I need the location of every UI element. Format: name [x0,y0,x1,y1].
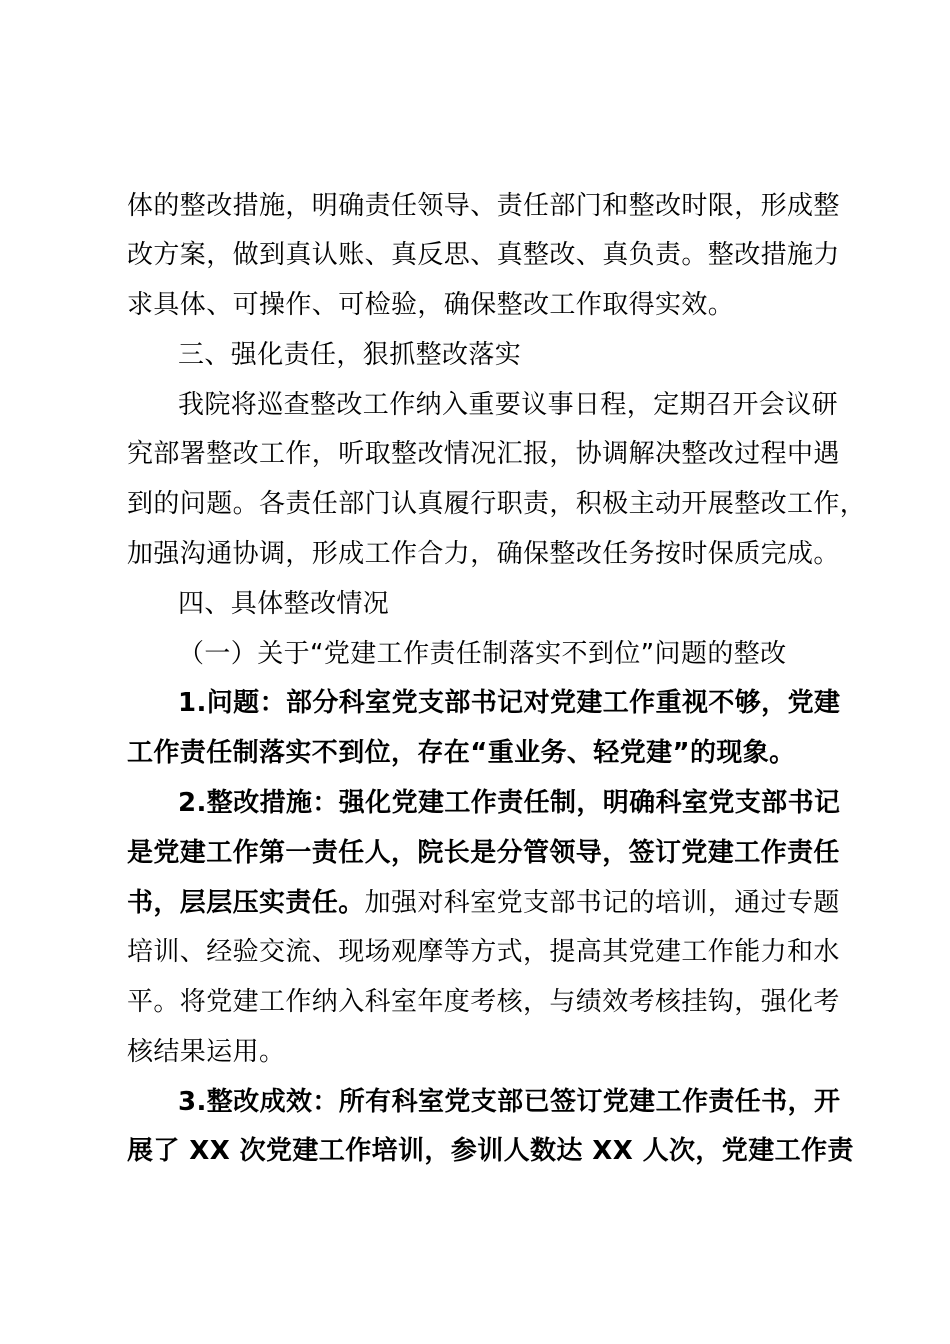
measures-line: 是党建工作第一责任人，院长是分管领导，签订党建工作责任 [127,838,840,868]
results-line: 3.整改成效：所有科室党支部已签订党建工作责任书，开 [178,1087,841,1117]
subsection-heading: （一）关于“党建工作责任制落实不到位”问题的整改 [178,639,787,669]
paragraph-line: 求具体、可操作、可检验，确保整改工作取得实效。 [127,290,735,320]
paragraph-line: 体的整改措施，明确责任领导、责任部门和整改时限，形成整 [127,191,840,221]
problem-line: 工作责任制落实不到位，存在“重业务、轻党建”的现象。 [127,738,796,768]
results-line: 展了 XX 次党建工作培训，参训人数达 XX 人次，党建工作责 [127,1136,854,1166]
measures-line: 2.整改措施：强化党建工作责任制，明确科室党支部书记 [178,788,841,818]
measures-normal-segment: 加强对科室党支部书记的培训，通过专题 [364,888,840,918]
paragraph-line: 加强沟通协调，形成工作合力，确保整改任务按时保质完成。 [127,539,840,569]
section-heading: 三、强化责任，狠抓整改落实 [178,340,522,370]
paragraph-line: 我院将巡查整改工作纳入重要议事日程，定期召开会议研 [178,390,839,420]
section-heading: 四、具体整改情况 [178,589,390,619]
paragraph-line: 到的问题。各责任部门认真履行职责，积极主动开展整改工作， [127,489,867,519]
measures-line-mixed [127,886,840,920]
paragraph-line: 平。将党建工作纳入科室年度考核，与绩效考核挂钩，强化考 [127,987,840,1017]
paragraph-line: 核结果运用。 [127,1037,286,1067]
problem-line: 1.问题：部分科室党支部书记对党建工作重视不够，党建 [178,688,841,718]
measures-bold-segment: 书，层层压实责任。 [127,888,365,918]
paragraph-line: 究部署整改工作，听取整改情况汇报，协调解决整改过程中遇 [127,439,840,469]
paragraph-line: 改方案，做到真认账、真反思、真整改、真负责。整改措施力 [127,240,840,270]
paragraph-line: 培训、经验交流、现场观摩等方式，提高其党建工作能力和水 [127,937,840,967]
